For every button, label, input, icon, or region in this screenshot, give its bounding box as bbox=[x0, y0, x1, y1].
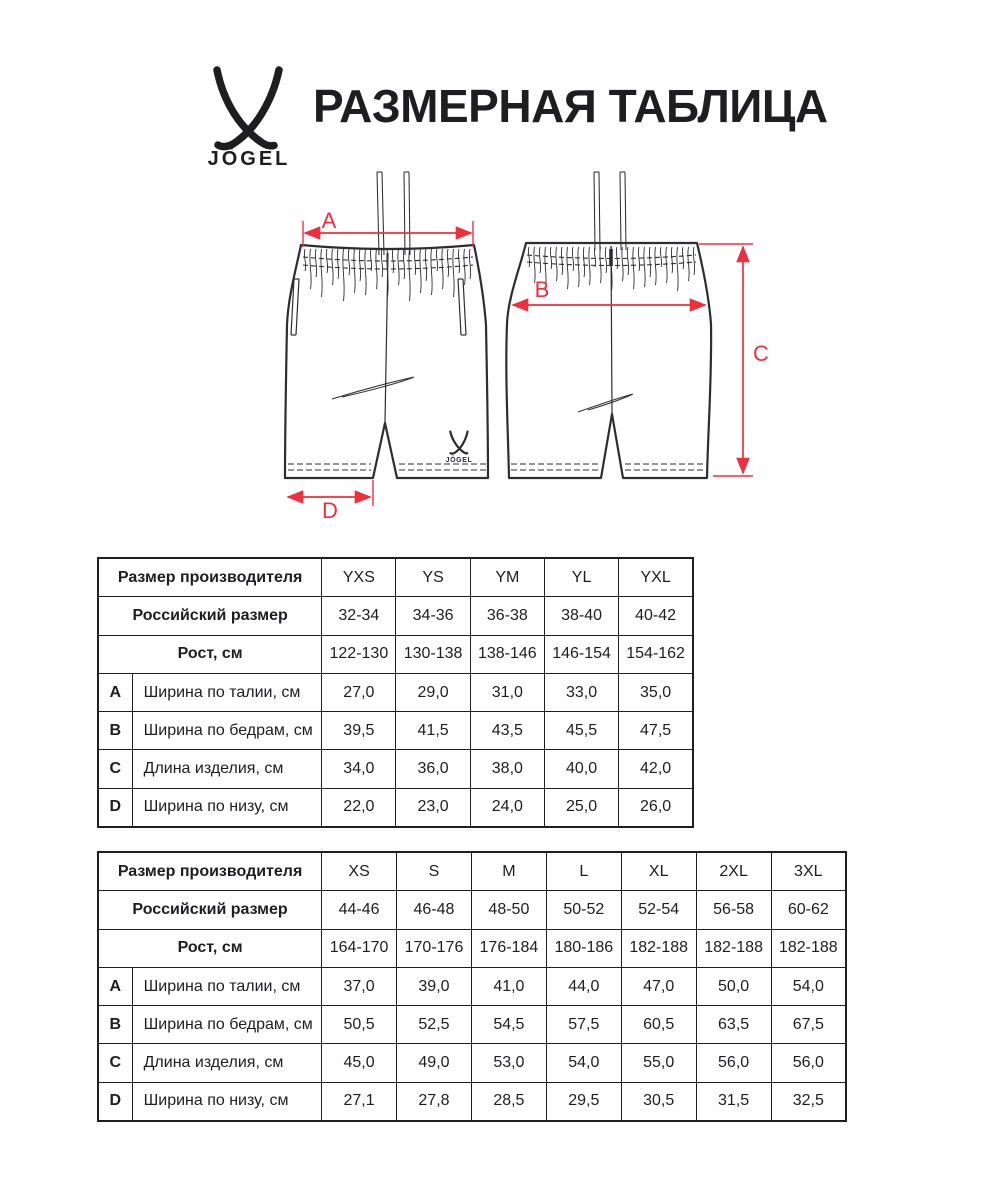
size-value: 52-54 bbox=[621, 891, 696, 929]
measure-label: Длина изделия, см bbox=[132, 750, 322, 788]
measure-letter: C bbox=[98, 1044, 132, 1082]
measure-letter: A bbox=[98, 967, 132, 1005]
size-value: 176-184 bbox=[471, 929, 546, 967]
table-measure-row bbox=[98, 967, 846, 1005]
table-measure-row bbox=[98, 1006, 846, 1044]
measure-value: 27,1 bbox=[322, 1082, 397, 1121]
size-value: 34-36 bbox=[396, 597, 470, 635]
size-value: 138-146 bbox=[470, 635, 544, 673]
measure-value: 40,0 bbox=[544, 750, 618, 788]
row-label: Российский размер bbox=[98, 597, 322, 635]
size-value: YS bbox=[396, 558, 470, 597]
measure-letter: C bbox=[98, 750, 132, 788]
dimension-label-a: A bbox=[321, 208, 337, 233]
measure-value: 25,0 bbox=[544, 788, 618, 827]
measure-letter: D bbox=[98, 788, 132, 827]
measure-value: 39,0 bbox=[397, 967, 472, 1005]
shorts-back-view bbox=[506, 172, 711, 478]
measure-letter: B bbox=[98, 1006, 132, 1044]
size-value: 3XL bbox=[771, 852, 846, 891]
shorts-front-view bbox=[285, 172, 488, 478]
measure-value: 54,0 bbox=[546, 1044, 621, 1082]
table-header-row bbox=[98, 597, 693, 635]
size-value: 50-52 bbox=[546, 891, 621, 929]
size-value: YXS bbox=[322, 558, 396, 597]
shorts-mini-logo bbox=[446, 432, 473, 464]
table-measure-row bbox=[98, 1082, 846, 1121]
measure-value: 29,0 bbox=[396, 673, 470, 711]
measure-value: 35,0 bbox=[619, 673, 693, 711]
measure-value: 41,0 bbox=[471, 967, 546, 1005]
measure-value: 45,5 bbox=[544, 712, 618, 750]
measure-value: 56,0 bbox=[771, 1044, 846, 1082]
measure-letter: D bbox=[98, 1082, 132, 1121]
size-value: YXL bbox=[619, 558, 693, 597]
row-label: Размер производителя bbox=[98, 558, 322, 597]
measure-value: 30,5 bbox=[621, 1082, 696, 1121]
size-value: 40-42 bbox=[619, 597, 693, 635]
size-value: YL bbox=[544, 558, 618, 597]
row-label: Размер производителя bbox=[98, 852, 322, 891]
size-value: XS bbox=[322, 852, 397, 891]
measure-value: 57,5 bbox=[546, 1006, 621, 1044]
table-measure-row bbox=[98, 712, 693, 750]
size-table-adult bbox=[97, 851, 847, 1122]
measure-label: Ширина по бедрам, см bbox=[132, 712, 322, 750]
measure-value: 67,5 bbox=[771, 1006, 846, 1044]
measure-label: Ширина по талии, см bbox=[132, 673, 322, 711]
measure-letter: A bbox=[98, 673, 132, 711]
measure-value: 27,8 bbox=[397, 1082, 472, 1121]
size-table-youth bbox=[97, 557, 694, 828]
size-value: 46-48 bbox=[397, 891, 472, 929]
table-measure-row bbox=[98, 788, 693, 827]
measure-value: 33,0 bbox=[544, 673, 618, 711]
measure-value: 49,0 bbox=[397, 1044, 472, 1082]
measure-value: 60,5 bbox=[621, 1006, 696, 1044]
page-title: РАЗМЕРНАЯ ТАБЛИЦА bbox=[313, 80, 828, 132]
size-value: 170-176 bbox=[397, 929, 472, 967]
measure-value: 32,5 bbox=[771, 1082, 846, 1121]
measure-value: 55,0 bbox=[621, 1044, 696, 1082]
size-value: 2XL bbox=[696, 852, 771, 891]
size-value: XL bbox=[621, 852, 696, 891]
table-measure-row bbox=[98, 1044, 846, 1082]
measure-value: 50,5 bbox=[322, 1006, 397, 1044]
brand-logo bbox=[201, 64, 297, 168]
row-label: Рост, см bbox=[98, 635, 322, 673]
size-value: 130-138 bbox=[396, 635, 470, 673]
measure-value: 28,5 bbox=[471, 1082, 546, 1121]
size-value: 164-170 bbox=[322, 929, 397, 967]
measure-value: 23,0 bbox=[396, 788, 470, 827]
measure-value: 52,5 bbox=[397, 1006, 472, 1044]
measure-value: 63,5 bbox=[696, 1006, 771, 1044]
size-value: M bbox=[471, 852, 546, 891]
row-label: Рост, см bbox=[98, 929, 322, 967]
brand-logo-mark bbox=[201, 64, 297, 168]
size-value: 182-188 bbox=[621, 929, 696, 967]
measure-value: 22,0 bbox=[322, 788, 396, 827]
size-value: YM bbox=[470, 558, 544, 597]
measure-value: 54,5 bbox=[471, 1006, 546, 1044]
measure-value: 34,0 bbox=[322, 750, 396, 788]
measure-value: 24,0 bbox=[470, 788, 544, 827]
measure-value: 47,0 bbox=[621, 967, 696, 1005]
pocket-right bbox=[458, 279, 466, 335]
size-value: 182-188 bbox=[771, 929, 846, 967]
measure-value: 44,0 bbox=[546, 967, 621, 1005]
size-value: L bbox=[546, 852, 621, 891]
measure-value: 39,5 bbox=[322, 712, 396, 750]
size-value: 48-50 bbox=[471, 891, 546, 929]
measure-value: 36,0 bbox=[396, 750, 470, 788]
drawstrings-back bbox=[594, 172, 626, 250]
measure-label: Длина изделия, см bbox=[132, 1044, 322, 1082]
table-measure-row bbox=[98, 673, 693, 711]
measure-label: Ширина по бедрам, см bbox=[132, 1006, 322, 1044]
drawstrings-front bbox=[377, 172, 410, 255]
size-value: 36-38 bbox=[470, 597, 544, 635]
measure-value: 56,0 bbox=[696, 1044, 771, 1082]
table-header-row bbox=[98, 891, 846, 929]
size-value: 44-46 bbox=[322, 891, 397, 929]
size-value: 122-130 bbox=[322, 635, 396, 673]
measure-value: 27,0 bbox=[322, 673, 396, 711]
measure-value: 45,0 bbox=[322, 1044, 397, 1082]
table-measure-row bbox=[98, 750, 693, 788]
measure-value: 41,5 bbox=[396, 712, 470, 750]
measure-value: 53,0 bbox=[471, 1044, 546, 1082]
measure-value: 37,0 bbox=[322, 967, 397, 1005]
dimension-label-b: B bbox=[534, 277, 550, 302]
measure-value: 31,5 bbox=[696, 1082, 771, 1121]
measure-letter: B bbox=[98, 712, 132, 750]
size-value: 182-188 bbox=[696, 929, 771, 967]
table-header-row bbox=[98, 929, 846, 967]
row-label: Российский размер bbox=[98, 891, 322, 929]
brand-logo-text: JÖGEL bbox=[207, 148, 291, 170]
dimension-label-c: C bbox=[753, 341, 769, 366]
measure-value: 42,0 bbox=[619, 750, 693, 788]
measure-value: 47,5 bbox=[619, 712, 693, 750]
size-value: 38-40 bbox=[544, 597, 618, 635]
table-header-row bbox=[98, 635, 693, 673]
table-header-row bbox=[98, 558, 693, 597]
size-value: 180-186 bbox=[546, 929, 621, 967]
measure-value: 31,0 bbox=[470, 673, 544, 711]
shorts-diagram bbox=[0, 165, 1000, 525]
size-value: 60-62 bbox=[771, 891, 846, 929]
measure-label: Ширина по низу, см bbox=[132, 1082, 322, 1121]
measure-value: 43,5 bbox=[470, 712, 544, 750]
measure-value: 54,0 bbox=[771, 967, 846, 1005]
measure-label: Ширина по низу, см bbox=[132, 788, 322, 827]
size-value: 56-58 bbox=[696, 891, 771, 929]
size-value: 146-154 bbox=[544, 635, 618, 673]
measure-value: 38,0 bbox=[470, 750, 544, 788]
measure-label: Ширина по талии, см bbox=[132, 967, 322, 1005]
shorts-mini-logo-text: JÖGEL bbox=[445, 457, 473, 464]
size-value: 32-34 bbox=[322, 597, 396, 635]
dimension-label-d: D bbox=[322, 498, 338, 523]
measure-value: 29,5 bbox=[546, 1082, 621, 1121]
measure-value: 26,0 bbox=[619, 788, 693, 827]
size-value: S bbox=[397, 852, 472, 891]
size-value: 154-162 bbox=[619, 635, 693, 673]
table-header-row bbox=[98, 852, 846, 891]
measure-value: 50,0 bbox=[696, 967, 771, 1005]
